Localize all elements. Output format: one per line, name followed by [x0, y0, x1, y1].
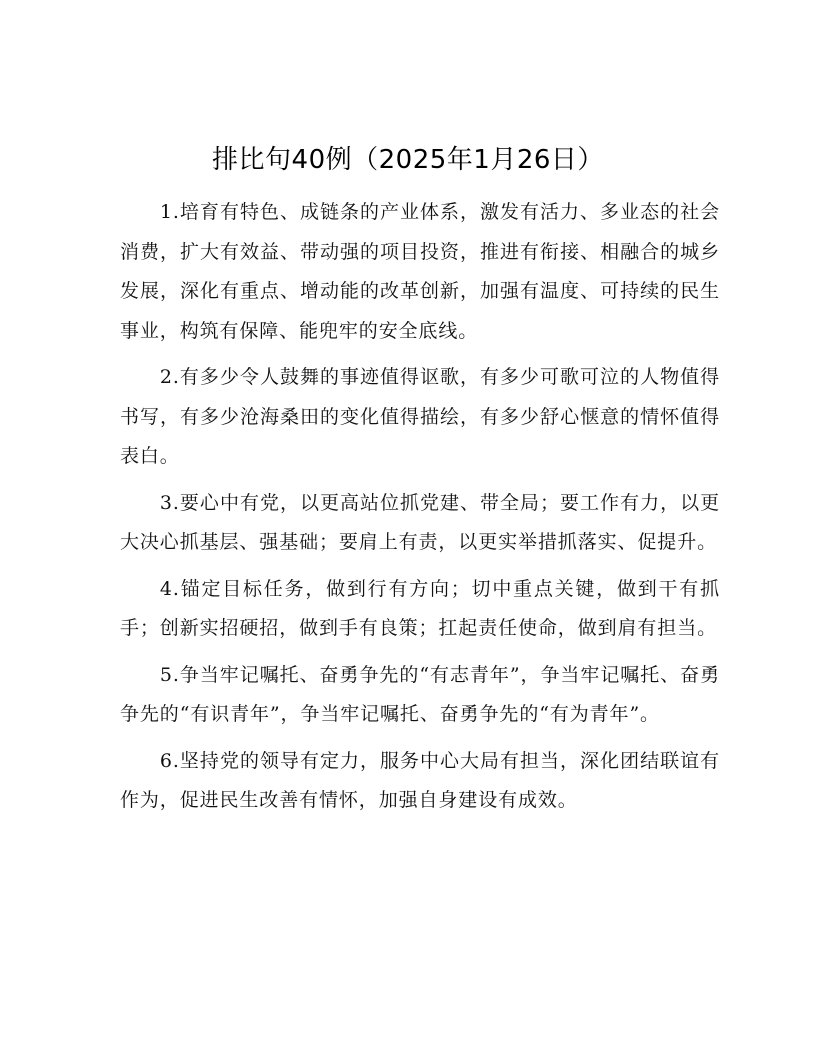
paragraph-4: 4.锚定目标任务，做到行有方向；切中重点关键，做到干有抓手；创新实招硬招，做到手有良策；扛起责任使命，做到肩有担当。	[120, 577, 720, 639]
paragraph-2: 2.有多少令人鼓舞的事迹值得讴歌，有多少可歌可泣的人物值得书写，有多少沧海桑田的变化值得描绘，有多少舒心惬意的情怀值得表白。	[120, 366, 720, 467]
paragraph-5: 5.争当牢记嘱托、奋勇争先的“有志青年”，争当牢记嘱托、奋勇争先的“有识青年”，争当牢记嘱托、奋勇争先的“有为青年”。	[120, 663, 720, 725]
paragraph-1: 1.培育有特色、成链条的产业体系，激发有活力、多业态的社会消费，扩大有效益、带动强的项目投资，推进有衔接、相融合的城乡发展，深化有重点、增动能的改革创新，加强有温度、可持续的民生事业，构筑有保障、能兜牢的安全底线。	[120, 201, 720, 342]
paragraph-6: 6.坚持党的领导有定力，服务中心大局有担当，深化团结联谊有作为，促进民生改善有情怀，加强自身建设有成效。	[120, 749, 720, 811]
document-title: 排比句40例（2025年1月26日）	[212, 145, 604, 175]
paragraph-3: 3.要心中有党，以更高站位抓党建、带全局；要工作有力，以更大决心抓基层、强基础；要肩上有责，以更实举措抓落实、促提升。	[120, 491, 720, 553]
document-body	[120, 193, 720, 828]
